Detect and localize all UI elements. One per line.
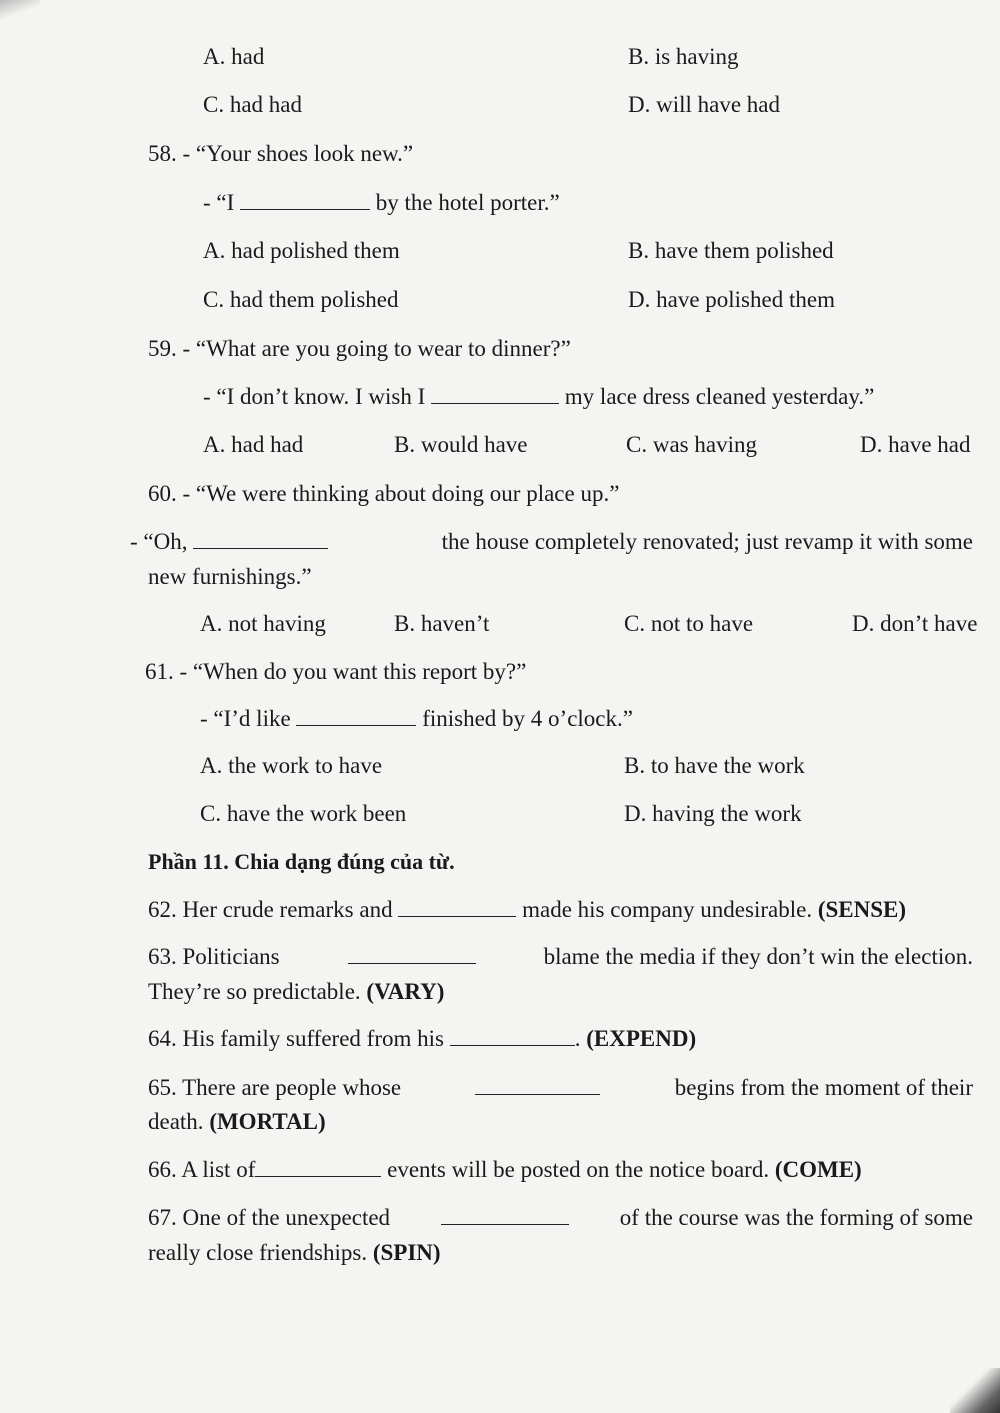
answer-blank[interactable] <box>296 705 416 726</box>
q60-option-b: B. haven’t <box>394 611 490 636</box>
q63 <box>148 943 973 971</box>
q57-option-c: C. had had <box>203 92 303 117</box>
q63-line2 <box>148 978 444 1006</box>
q67-line2-text: really close friendships. <box>148 1240 368 1265</box>
q58-line1: - “Your shoes look new.” <box>182 141 414 166</box>
q65-text-end: begins from the moment of their <box>674 1075 973 1100</box>
q58-prompt <box>148 140 413 168</box>
q61-response <box>200 705 633 733</box>
answer-blank[interactable] <box>348 943 476 964</box>
q61-option-a: A. the work to have <box>200 753 383 778</box>
q62-root-word: (SENSE) <box>817 897 907 922</box>
q61-prompt <box>145 658 526 686</box>
q61-option-b: B. to have the work <box>624 753 805 778</box>
q59-option-a: A. had had <box>203 432 304 457</box>
q60-option-d: D. don’t have <box>852 611 978 636</box>
q58-option-a: A. had polished them <box>203 238 400 263</box>
q59-line2-start: - “I don’t know. I wish I <box>203 384 426 409</box>
q62-text-start: 62. Her crude remarks and <box>148 897 393 922</box>
q59-line1: - “What are you going to wear to dinner?” <box>182 336 571 361</box>
q58-option-c: C. had them polished <box>203 287 399 312</box>
answer-blank[interactable] <box>240 189 370 210</box>
q59-prompt <box>148 335 571 363</box>
q67-text-end: of the course was the forming of some <box>619 1205 973 1230</box>
q60-prompt <box>148 480 619 508</box>
q60-line3: new furnishings.” <box>148 564 312 589</box>
answer-blank[interactable] <box>441 1204 569 1225</box>
q62-text-end: made his company undesirable. <box>522 897 813 922</box>
q61-line1: - “When do you want this report by?” <box>179 659 527 684</box>
q58-response <box>203 189 560 217</box>
q67-line2 <box>148 1239 441 1267</box>
q63-root-word: (VARY) <box>366 979 445 1004</box>
q61-number: 61. <box>145 659 174 684</box>
scan-corner-shadow <box>950 1368 1000 1413</box>
q57-option-a: A. had <box>203 44 265 69</box>
q67-text-start: 67. One of the unexpected <box>148 1205 391 1230</box>
answer-blank[interactable] <box>255 1156 381 1177</box>
q61-option-d: D. having the work <box>624 801 802 826</box>
q65-line2 <box>148 1108 326 1136</box>
q60-response <box>130 528 973 556</box>
q66-root-word: (COME) <box>774 1157 862 1182</box>
q67-root-word: (SPIN) <box>372 1240 441 1265</box>
answer-blank[interactable] <box>193 528 328 549</box>
q58-number: 58. <box>148 141 177 166</box>
q58-option-d: D. have polished them <box>628 287 835 312</box>
q63-text-end: blame the media if they don’t win the election. <box>543 944 973 969</box>
q59-response <box>203 383 874 411</box>
q60-response-start <box>130 528 328 556</box>
q66-text-start: 66. A list of <box>148 1157 256 1182</box>
q58-option-b: B. have them polished <box>628 238 834 263</box>
q66-text-end: events will be posted on the notice board. <box>387 1157 770 1182</box>
q64-root-word: (EXPEND) <box>586 1026 697 1051</box>
scan-corner-shadow <box>0 0 40 20</box>
answer-blank[interactable] <box>450 1025 575 1046</box>
q59-option-d: D. have had <box>860 432 971 457</box>
q60-line1: - “We were thinking about doing our place up.” <box>182 481 620 506</box>
q60-line2-end: the house completely renovated; just revamp it with some <box>441 529 973 554</box>
q59-number: 59. <box>148 336 177 361</box>
q66 <box>148 1156 862 1184</box>
q61-line2-end: finished by 4 o’clock.” <box>422 706 633 731</box>
answer-blank[interactable] <box>398 896 516 917</box>
q61-line2-start: - “I’d like <box>200 706 291 731</box>
answer-blank[interactable] <box>475 1074 600 1095</box>
q65-text-start: 65. There are people whose <box>148 1075 402 1100</box>
section-heading: Phần 11. Chia dạng đúng của từ. <box>148 849 455 874</box>
q60-option-a: A. not having <box>200 611 326 636</box>
q61-option-c: C. have the work been <box>200 801 407 826</box>
q60-line2-start: - “Oh, <box>130 529 188 554</box>
q65-root-word: (MORTAL) <box>209 1109 326 1134</box>
q59-line2-end: my lace dress cleaned yesterday.” <box>564 384 875 409</box>
q60-number: 60. <box>148 481 177 506</box>
q58-line2-end: by the hotel porter.” <box>375 190 560 215</box>
q63-line2-text: They’re so predictable. <box>148 979 361 1004</box>
answer-blank[interactable] <box>431 383 559 404</box>
q58-line2-start: - “I <box>203 190 235 215</box>
q60-option-c: C. not to have <box>624 611 754 636</box>
q62 <box>148 896 906 924</box>
q65 <box>148 1074 973 1102</box>
q59-option-b: B. would have <box>394 432 528 457</box>
q64-text-start: 64. His family suffered from his <box>148 1026 444 1051</box>
q59-option-c: C. was having <box>626 432 757 457</box>
q65-line2-text: death. <box>148 1109 204 1134</box>
q57-option-b: B. is having <box>628 44 739 69</box>
q64 <box>148 1025 696 1053</box>
q64-text-end: . <box>574 1026 581 1051</box>
q63-text-start: 63. Politicians <box>148 944 280 969</box>
q67 <box>148 1204 973 1232</box>
q57-option-d: D. will have had <box>628 92 781 117</box>
